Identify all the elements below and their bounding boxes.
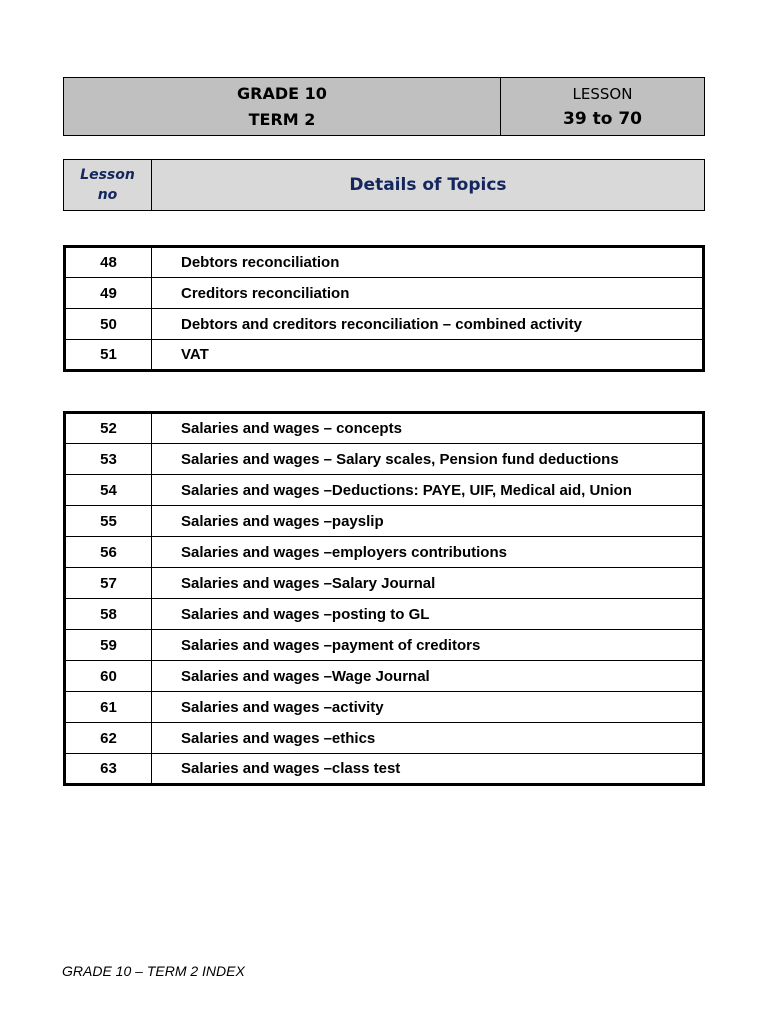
table-row	[65, 537, 704, 568]
lesson-topic: Salaries and wages –Wage Journal	[152, 661, 704, 692]
table-row	[65, 475, 704, 506]
lesson-topic: Salaries and wages – concepts	[181, 420, 402, 437]
lessons-table-2	[63, 411, 705, 786]
grade-term-cell	[64, 78, 501, 135]
table-row	[65, 599, 704, 630]
table-row	[65, 247, 704, 278]
lesson-number: 53	[65, 444, 152, 475]
title-header	[63, 77, 705, 136]
lesson-number: 58	[65, 599, 152, 630]
table-row	[65, 630, 704, 661]
lesson-number: 49	[65, 278, 152, 309]
details-header: Details of Topics	[349, 175, 507, 195]
lesson-topic: Salaries and wages –class test	[152, 754, 704, 785]
table-row	[65, 506, 704, 537]
lesson-topic: Salaries and wages –payment of creditors	[152, 630, 704, 661]
table-row	[65, 568, 704, 599]
lesson-number: 60	[65, 661, 152, 692]
lesson-number: 57	[65, 568, 152, 599]
lesson-topic: Debtors reconciliation	[181, 254, 340, 271]
lesson-label: LESSON	[572, 84, 633, 103]
lesson-number: 62	[65, 723, 152, 754]
lesson-topic: Debtors and creditors reconciliation – combined activity	[152, 309, 704, 340]
lesson-topic: VAT	[152, 340, 704, 371]
term-title: TERM 2	[248, 109, 316, 129]
table-row	[65, 278, 704, 309]
table-row	[65, 723, 704, 754]
table-row	[65, 309, 704, 340]
lesson-topic: Salaries and wages – Salary scales, Pension fund deductions	[152, 444, 704, 475]
lesson-number: 55	[65, 506, 152, 537]
lesson-number: 54	[65, 475, 152, 506]
lesson-topic: Salaries and wages –employers contributions	[152, 537, 704, 568]
table-row	[65, 413, 704, 444]
lesson-number: 61	[65, 692, 152, 723]
lesson-topic: Creditors reconciliation	[152, 278, 704, 309]
lesson-number: 48	[65, 247, 152, 278]
lesson-number: 52	[65, 413, 152, 444]
grade-title: GRADE 10	[237, 83, 327, 103]
lesson-topic: Salaries and wages –ethics	[152, 723, 704, 754]
lesson-topic: Salaries and wages –Deductions: PAYE, UIF, Medical aid, Union	[152, 475, 704, 506]
table-row	[65, 754, 704, 785]
topics-column-header	[63, 159, 705, 211]
lesson-topic: Salaries and wages –activity	[152, 692, 704, 723]
table-row	[65, 692, 704, 723]
lesson-range-cell	[501, 78, 704, 135]
lesson-no-header	[64, 160, 152, 210]
lesson-number: 63	[65, 754, 152, 785]
lessons-table-1	[63, 245, 705, 372]
footer-text: GRADE 10 – TERM 2 INDEX	[62, 963, 245, 979]
lesson-number: 51	[65, 340, 152, 371]
lesson-number: 50	[65, 309, 152, 340]
lesson-topic: Salaries and wages –payslip	[152, 506, 704, 537]
lesson-number: 56	[65, 537, 152, 568]
lesson-topic: Salaries and wages –posting to GL	[152, 599, 704, 630]
lesson-number: 59	[65, 630, 152, 661]
table-row	[65, 661, 704, 692]
lesson-no-line1: Lesson	[80, 167, 135, 183]
lesson-no-line2: no	[97, 187, 118, 203]
table-row	[65, 340, 704, 371]
lesson-range: 39 to 70	[563, 108, 642, 129]
table-row	[65, 444, 704, 475]
lesson-topic: Salaries and wages –Salary Journal	[152, 568, 704, 599]
